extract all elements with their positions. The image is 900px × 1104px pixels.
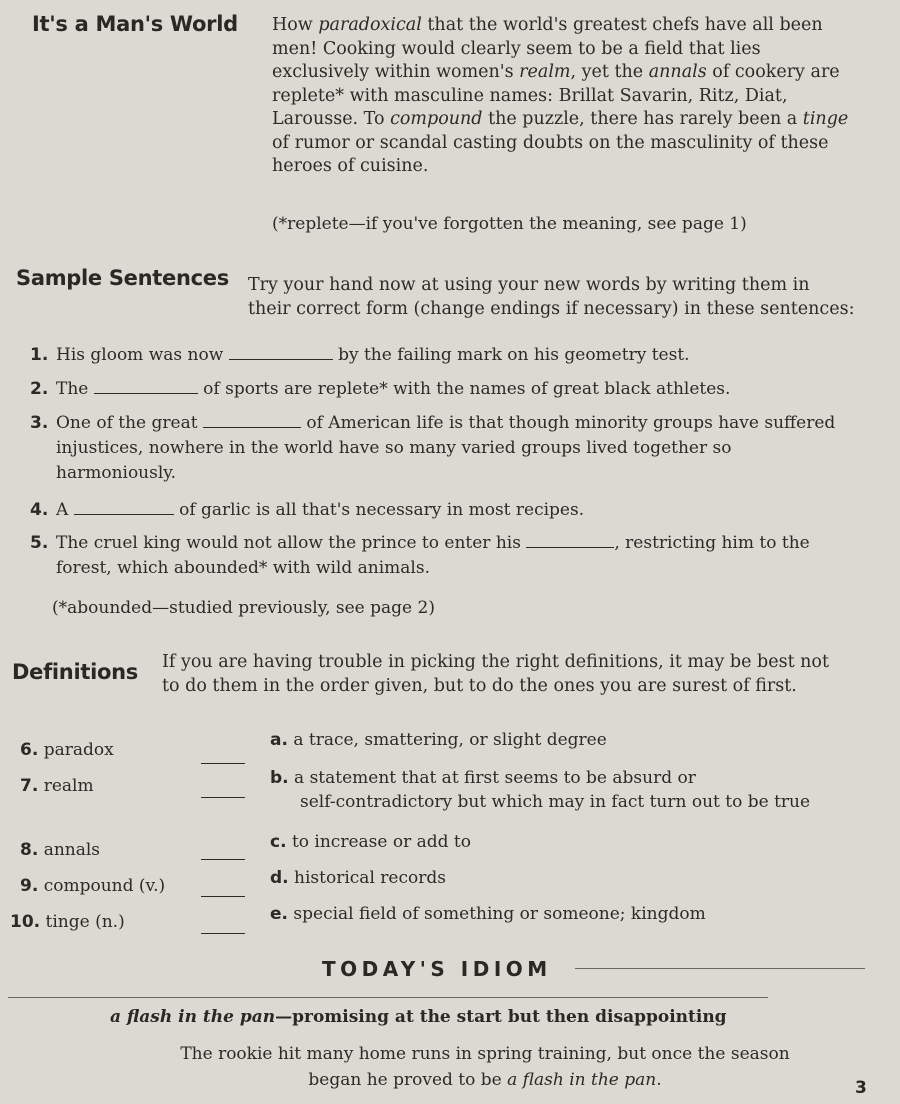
- sentence-text-after: by the failing mark on his geometry test.: [338, 345, 690, 365]
- answer-blank[interactable]: [74, 498, 174, 515]
- sentence-1: [30, 343, 855, 368]
- definition-choice-d: d. historical records: [270, 868, 446, 888]
- intro-heading: It's a Man's World: [32, 12, 238, 36]
- intro-text: of cookery are: [706, 62, 840, 82]
- intro-text: exclusively within women's: [272, 62, 520, 82]
- sentence-continuation: harmoniously.: [56, 463, 177, 483]
- sentence-text-after: of American life is that though minority groups have suffered: [306, 413, 836, 433]
- sample-instructions: [248, 274, 858, 321]
- intro-line: [272, 14, 852, 38]
- sentence-text-after: , restricting him to the: [614, 533, 810, 553]
- sentence-text-after: of garlic is all that's necessary in most recipes.: [179, 500, 585, 520]
- intro-text: the puzzle, there has rarely been a: [482, 109, 803, 129]
- definitions-instructions: [162, 651, 852, 698]
- sentence-text-before: The: [56, 379, 89, 399]
- sentence-4: [30, 498, 855, 523]
- vocabulary-word: paradoxical: [318, 15, 422, 35]
- answer-blank[interactable]: [526, 531, 614, 548]
- idiom-rule-bottom: [8, 997, 768, 998]
- answer-blank[interactable]: [203, 411, 301, 428]
- definition-word-9: 9. compound (v.): [20, 876, 166, 896]
- definition-word-10: 10. tinge (n.): [10, 912, 125, 932]
- intro-text: How: [272, 15, 319, 35]
- definition-word-6: 6. paradox: [20, 740, 114, 760]
- sentence-5: [30, 531, 855, 581]
- definition-choice-a: a. a trace, smattering, or slight degree: [270, 730, 607, 750]
- idiom-definition: [110, 1007, 727, 1027]
- intro-line: [272, 61, 852, 85]
- vocabulary-word: realm: [519, 62, 571, 82]
- definition-choice-b: b. a statement that at first seems to be absurd or self-contradictory but which may in fact turn out to be true: [270, 768, 811, 812]
- intro-paragraph: [272, 14, 852, 179]
- sample-sentences-heading: Sample Sentences: [16, 266, 229, 290]
- sentence-text-before: His gloom was now: [56, 345, 224, 365]
- idiom-rule-right: [575, 968, 865, 969]
- sample-footnote: (*abounded—studied previously, see page 2): [52, 598, 435, 618]
- idiom-phrase: a flash in the pan: [110, 1007, 276, 1027]
- intro-text: of rumor or scandal casting doubts on the masculinity of these: [272, 132, 829, 153]
- sentence-text-after: of sports are replete* with the names of great black athletes.: [203, 379, 731, 399]
- definition-word-8: 8. annals: [20, 840, 101, 860]
- sentence-3: [30, 411, 855, 486]
- sentence-number: 1.: [30, 345, 49, 365]
- intro-text: that the world's greatest chefs have all been: [421, 15, 823, 35]
- definitions-heading: Definitions: [12, 660, 138, 684]
- definitions-instructions-line2: to do them in the order given, but to do the ones you are surest of first.: [162, 675, 797, 696]
- answer-blank-7[interactable]: [201, 796, 245, 798]
- sentence-continuation: forest, which abounded* with wild animals.: [56, 558, 430, 578]
- idiom-title: TODAY'S IDIOM: [322, 957, 552, 981]
- intro-line: [272, 38, 852, 62]
- sentence-continuation: injustices, nowhere in the world have so many varied groups lived together so: [56, 438, 732, 458]
- page-number: 3: [855, 1078, 867, 1098]
- intro-text: men! Cooking would clearly seem to be a field that lies: [272, 38, 761, 59]
- answer-blank-9[interactable]: [201, 895, 245, 897]
- answer-blank[interactable]: [229, 343, 333, 360]
- intro-line: [272, 155, 852, 179]
- intro-text: , yet the: [570, 62, 649, 82]
- intro-text: replete* with masculine names: Brillat Savarin, Ritz, Diat,: [272, 85, 788, 106]
- definition-choice-c: c. to increase or add to: [270, 832, 471, 852]
- vocabulary-word: compound: [390, 109, 483, 129]
- answer-blank-10[interactable]: [201, 932, 245, 934]
- definition-choice-e: e. special field of something or someone; kingdom: [270, 904, 706, 924]
- sentence-number: 3.: [30, 413, 49, 433]
- intro-text: Larousse. To: [272, 109, 391, 129]
- answer-blank-8[interactable]: [201, 858, 245, 860]
- intro-text: heroes of cuisine.: [272, 156, 429, 176]
- intro-line: [272, 132, 852, 156]
- sentence-2: [30, 377, 855, 402]
- sentence-number: 2.: [30, 379, 49, 399]
- answer-blank[interactable]: [94, 377, 198, 394]
- vocabulary-word: tinge: [802, 109, 849, 129]
- sample-instructions-line1: Try your hand now at using your new words by writing them in: [248, 275, 810, 295]
- intro-line: [272, 85, 852, 109]
- sentence-text-before: The cruel king would not allow the prince to enter his: [56, 533, 521, 553]
- vocabulary-word: annals: [648, 62, 707, 82]
- intro-footnote: (*replete—if you've forgotten the meaning, see page 1): [272, 214, 747, 234]
- intro-line: [272, 108, 852, 132]
- sentence-number: 4.: [30, 500, 49, 520]
- idiom-meaning: —promising at the start but then disappointing: [275, 1007, 727, 1027]
- answer-blank-6[interactable]: [201, 762, 245, 764]
- sentence-number: 5.: [30, 533, 49, 553]
- definition-word-7: 7. realm: [20, 776, 94, 796]
- sentence-text-before: A: [56, 500, 69, 520]
- sample-instructions-line2: their correct form (change endings if necessary) in these sentences:: [248, 298, 855, 319]
- definitions-instructions-line1: If you are having trouble in picking the right definitions, it may be best not: [162, 652, 829, 672]
- idiom-example: The rookie hit many home runs in spring training, but once the season began he proved to be a flash in the pan.: [180, 1044, 790, 1090]
- sentence-text-before: One of the great: [56, 413, 198, 433]
